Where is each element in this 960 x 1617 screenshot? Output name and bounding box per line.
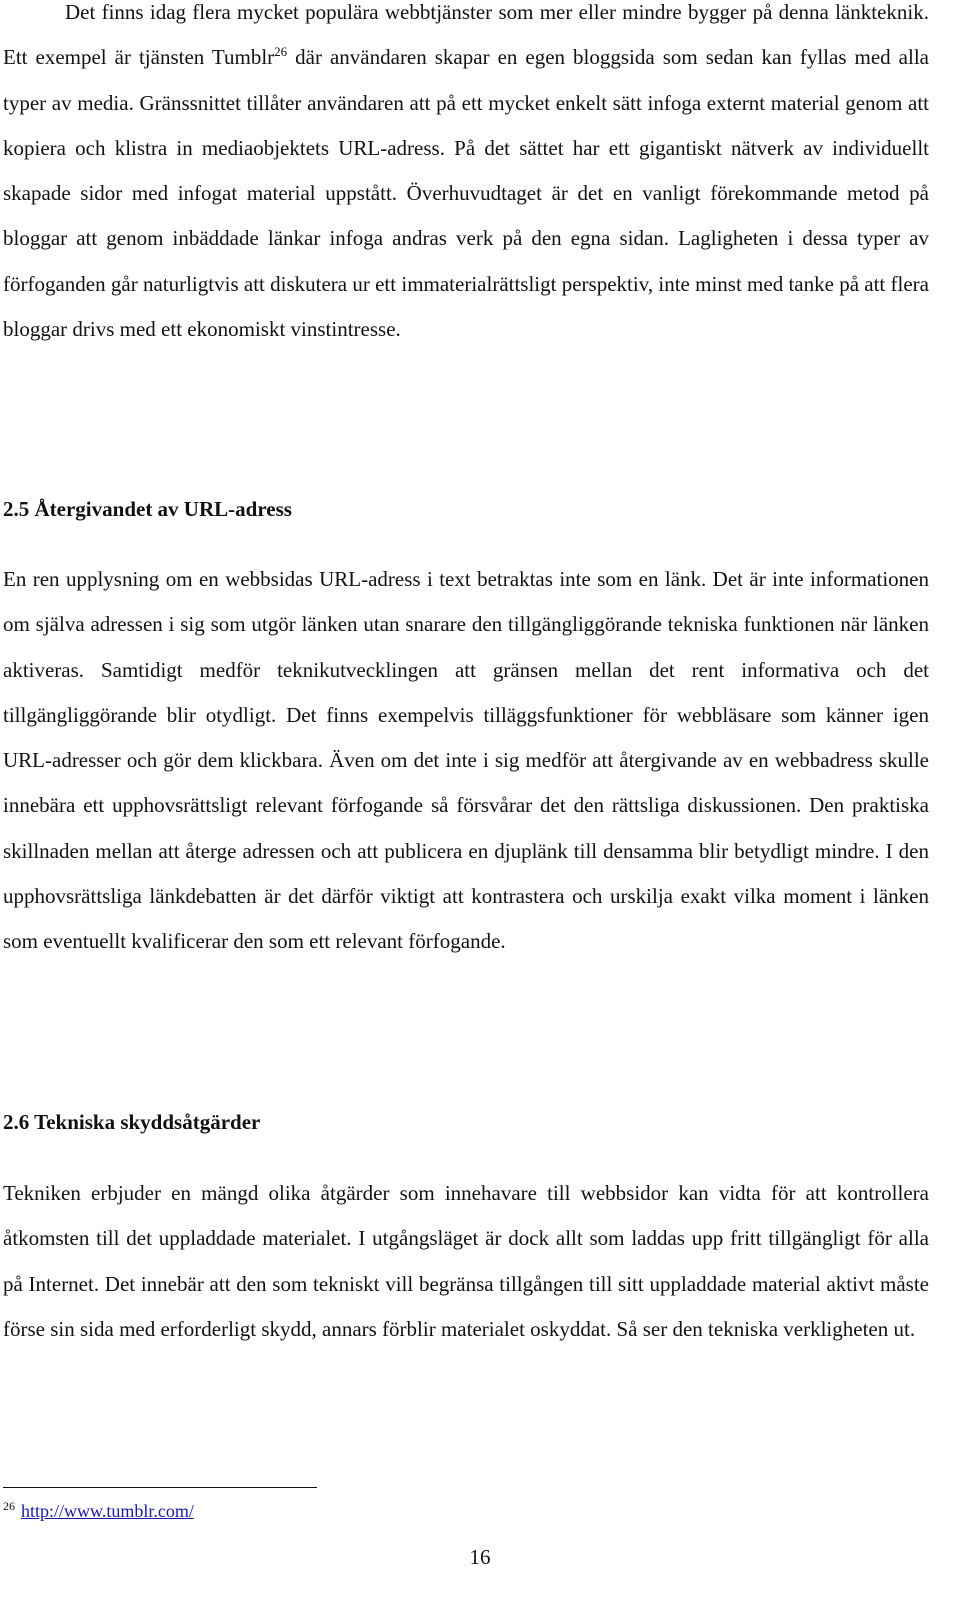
footnote bbox=[3, 1499, 194, 1523]
paragraph-tumblr bbox=[3, 0, 929, 352]
page-number: 16 bbox=[469, 1545, 491, 1569]
footnote-number: 26 bbox=[3, 1499, 15, 1513]
footnote-link[interactable]: http://www.tumblr.com/ bbox=[21, 1501, 194, 1521]
paragraph-text: Det finns idag flera mycket populära webbtjänster som mer eller mindre bygger på denna länkteknik. Ett exempel är tjänsten Tumblr bbox=[3, 0, 929, 70]
section-heading-2-6: 2.6 Tekniska skyddsåtgärder bbox=[3, 1110, 261, 1134]
section-heading-2-5: 2.5 Återgivandet av URL-adress bbox=[3, 497, 292, 521]
footnote-reference[interactable]: 26 bbox=[274, 44, 288, 60]
paragraph-text: där användaren skapar en egen bloggsida som sedan kan fyllas med alla typer av media. Gränssnittet tillåter användaren att på ett mycket enkelt sätt infoga externt material genom att kopiera och klistra in mediaobjektets URL-adress. På det sättet har ett gigantiskt nätverk av individuellt skapade sidor med infogat material uppstått. Överhuvudtaget är det en vanligt förekommande metod på bloggar att genom inbäddade länkar infoga andras verk på den egna sidan. Lagligheten i dessa typer av förfoganden går naturligtvis att diskutera ur ett immaterialrättsligt perspektiv, inte minst med tanke på att flera bloggar drivs med ett ekonomiskt vinstintresse. bbox=[3, 45, 929, 342]
footnote-divider bbox=[3, 1487, 317, 1488]
paragraph-technical-protection: Tekniken erbjuder en mängd olika åtgärder som innehavare till webbsidor kan vidta för att kontrollera åtkomsten till det uppladdade materialet. I utgångsläget är dock allt som laddas upp fritt tillgängligt för alla på Internet. Det innebär att den som tekniskt vill begränsa tillgången till sitt uppladdade material aktivt måste förse sin sida med erforderligt skydd, annars förblir materialet oskyddat. Så ser den tekniska verkligheten ut. bbox=[3, 1181, 929, 1341]
paragraph-url-address: En ren upplysning om en webbsidas URL-adress i text betraktas inte som en länk. Det är inte informationen om själva adressen i sig som utgör länken utan snarare den tillgängliggörande tekniska funktionen när länken aktiveras. Samtidigt medför teknikutvecklingen att gränsen mellan det rent informativa och det tillgängliggörande blir otydligt. Det finns exempelvis tilläggsfunktioner för webbläsare som känner igen URL-adresser och gör dem klickbara. Även om det inte i sig medför att återgivande av en webbadress skulle innebära ett upphovsrättsligt relevant förfogande så försvårar det den rättsliga diskussionen. Den praktiska skillnaden mellan att återge adressen och att publicera en djuplänk till densamma blir betydligt mindre. I den upphovsrättsliga länkdebatten är det därför viktigt att kontrastera och urskilja exakt vilka moment i länken som eventuellt kvalificerar den som ett relevant förfogande. bbox=[3, 567, 929, 954]
